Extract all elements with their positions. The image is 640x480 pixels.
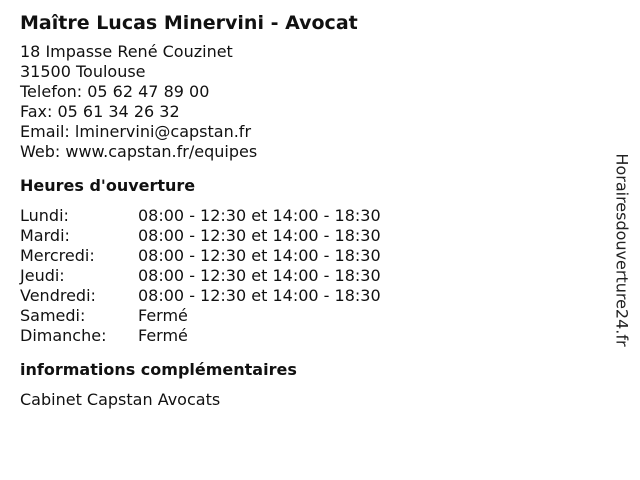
hours-row-friday — [20, 286, 600, 306]
email-line: Email: lminervini@capstan.fr — [20, 122, 252, 141]
day-label: Mardi: — [20, 226, 70, 245]
day-label: Lundi: — [20, 206, 69, 225]
hours-row-saturday — [20, 306, 600, 326]
day-label: Dimanche: — [20, 326, 107, 345]
day-hours: 08:00 - 12:30 et 14:00 - 18:30 — [138, 286, 381, 305]
day-hours: 08:00 - 12:30 et 14:00 - 18:30 — [138, 206, 381, 225]
opening-hours-heading: Heures d'ouverture — [20, 176, 196, 195]
hours-row-monday — [20, 206, 600, 226]
address-city: 31500 Toulouse — [20, 62, 146, 81]
address-street: 18 Impasse René Couzinet — [20, 42, 233, 61]
hours-row-thursday — [20, 266, 600, 286]
day-hours: Fermé — [138, 326, 188, 345]
business-card — [20, 10, 600, 410]
day-hours: Fermé — [138, 306, 188, 325]
day-hours: 08:00 - 12:30 et 14:00 - 18:30 — [138, 246, 381, 265]
opening-hours-table — [20, 206, 600, 346]
fax-line: Fax: 05 61 34 26 32 — [20, 102, 180, 121]
day-hours: 08:00 - 12:30 et 14:00 - 18:30 — [138, 226, 381, 245]
phone-line: Telefon: 05 62 47 89 00 — [20, 82, 210, 101]
hours-row-sunday — [20, 326, 600, 346]
day-label: Samedi: — [20, 306, 86, 325]
day-hours: 08:00 - 12:30 et 14:00 - 18:30 — [138, 266, 381, 285]
hours-row-tuesday — [20, 226, 600, 246]
page-title: Maître Lucas Minervini - Avocat — [20, 12, 358, 34]
additional-info-heading: informations complémentaires — [20, 360, 297, 379]
hours-row-wednesday — [20, 246, 600, 266]
day-label: Vendredi: — [20, 286, 96, 305]
day-label: Jeudi: — [20, 266, 65, 285]
web-line: Web: www.capstan.fr/equipes — [20, 142, 258, 161]
day-label: Mercredi: — [20, 246, 95, 265]
additional-info-text: Cabinet Capstan Avocats — [20, 390, 221, 409]
site-watermark: Horairesdouverture24.fr — [612, 153, 632, 347]
